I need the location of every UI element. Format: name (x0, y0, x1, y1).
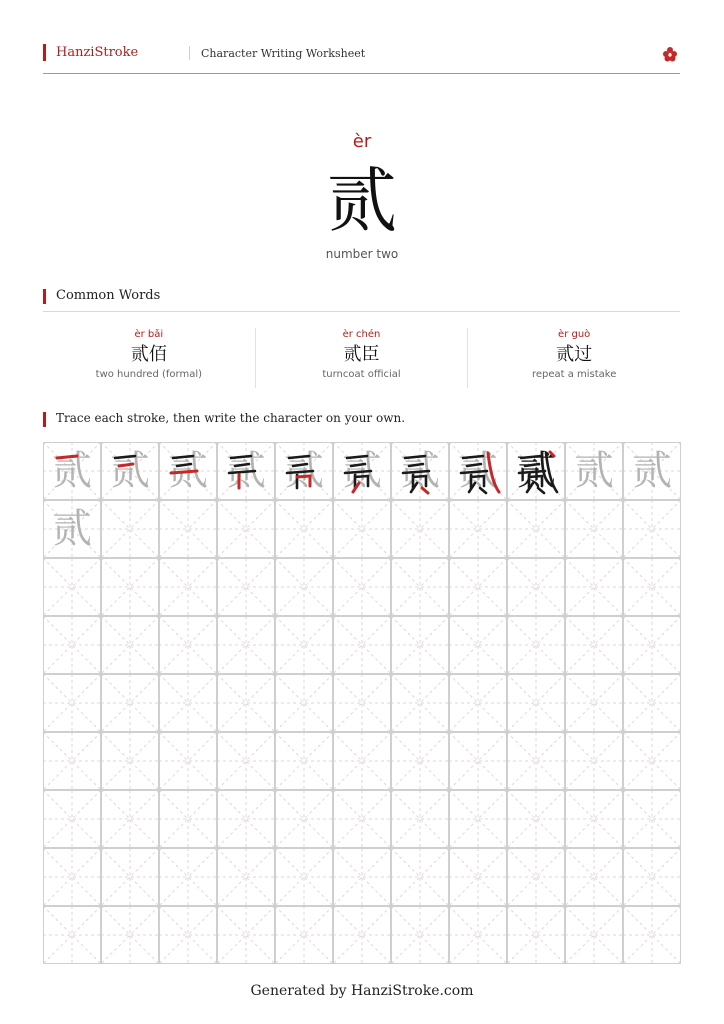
common-words-list (43, 328, 680, 388)
practice-cell[interactable] (333, 616, 391, 674)
mi-grid-guides (565, 790, 623, 848)
mi-grid-guides (333, 616, 391, 674)
mi-grid-guides (101, 674, 159, 732)
practice-cell[interactable] (159, 674, 217, 732)
mi-grid-guides (565, 848, 623, 906)
mi-grid-guides (159, 906, 217, 964)
practice-cell[interactable] (333, 674, 391, 732)
practice-cell[interactable] (565, 674, 623, 732)
character-meaning: number two (325, 247, 399, 261)
practice-cell[interactable] (449, 790, 507, 848)
mi-grid-guides (391, 848, 449, 906)
mi-grid-guides (565, 732, 623, 790)
practice-cell[interactable] (159, 906, 217, 964)
stroke-highlight (391, 442, 449, 500)
practice-cell[interactable] (507, 616, 565, 674)
practice-cell[interactable] (101, 848, 159, 906)
practice-cell[interactable] (159, 848, 217, 906)
practice-cell[interactable] (449, 732, 507, 790)
stroke-order-step: 贰 (52, 448, 92, 494)
word-pinyin: èr guò (558, 329, 591, 340)
trace-ghost-character: 贰 (52, 506, 92, 552)
practice-cell[interactable] (43, 848, 101, 906)
practice-cell[interactable] (565, 442, 623, 500)
mi-grid-guides (565, 674, 623, 732)
mi-grid-guides (623, 500, 681, 558)
mi-grid-guides (507, 848, 565, 906)
practice-cell[interactable] (275, 616, 333, 674)
practice-cell[interactable] (449, 674, 507, 732)
mi-grid-guides (101, 732, 159, 790)
practice-cell[interactable] (43, 674, 101, 732)
practice-cell[interactable] (623, 790, 681, 848)
practice-cell[interactable] (101, 500, 159, 558)
mi-grid-guides (101, 848, 159, 906)
stroke-order-step: 贰 (342, 448, 382, 494)
word-meaning: two hundred (formal) (95, 369, 203, 380)
mi-grid-guides (449, 906, 507, 964)
character-pinyin: èr (352, 131, 372, 152)
practice-cell[interactable] (333, 906, 391, 964)
practice-cell[interactable] (507, 442, 565, 500)
mi-grid-guides (217, 906, 275, 964)
practice-cell[interactable] (449, 616, 507, 674)
mi-grid-guides (449, 674, 507, 732)
stroke-order-step: 贰 (226, 448, 266, 494)
practice-cell[interactable] (333, 790, 391, 848)
practice-cell[interactable] (565, 558, 623, 616)
trace-ghost-character: 贰 (632, 448, 672, 494)
word-meaning: repeat a mistake (531, 369, 617, 380)
practice-cell[interactable] (275, 500, 333, 558)
mi-grid-guides (43, 732, 101, 790)
practice-cell[interactable] (101, 558, 159, 616)
practice-cell[interactable] (507, 558, 565, 616)
stroke-order-step: 贰 (516, 448, 556, 494)
mi-grid-guides (275, 674, 333, 732)
practice-cell[interactable] (333, 732, 391, 790)
practice-cell[interactable] (565, 500, 623, 558)
practice-cell[interactable] (159, 442, 217, 500)
common-words-title: Common Words (43, 288, 160, 303)
practice-cell[interactable] (217, 732, 275, 790)
practice-cell[interactable] (565, 790, 623, 848)
mi-grid-guides (101, 790, 159, 848)
practice-cell[interactable] (333, 848, 391, 906)
practice-cell[interactable] (391, 674, 449, 732)
practice-cell[interactable] (333, 442, 391, 500)
mi-grid-guides (101, 906, 159, 964)
mi-grid-guides (159, 674, 217, 732)
mi-grid-guides (101, 558, 159, 616)
mi-grid-guides (449, 500, 507, 558)
practice-cell[interactable] (507, 500, 565, 558)
mi-grid-guides (449, 616, 507, 674)
mi-grid-guides (507, 790, 565, 848)
practice-cell[interactable] (159, 732, 217, 790)
mi-grid-guides (43, 906, 101, 964)
practice-cell[interactable] (565, 732, 623, 790)
practice-cell[interactable] (623, 674, 681, 732)
mi-grid-guides (333, 558, 391, 616)
mi-grid-guides (449, 790, 507, 848)
practice-cell[interactable] (391, 616, 449, 674)
practice-cell[interactable] (43, 790, 101, 848)
practice-cell[interactable] (391, 732, 449, 790)
mi-grid-guides (333, 500, 391, 558)
mi-grid-guides (275, 558, 333, 616)
mi-grid-guides (623, 732, 681, 790)
practice-cell[interactable] (43, 442, 101, 500)
practice-cell[interactable] (391, 500, 449, 558)
mi-grid-guides (391, 558, 449, 616)
practice-cell[interactable] (449, 906, 507, 964)
practice-cell[interactable] (275, 558, 333, 616)
mi-grid-guides (623, 674, 681, 732)
practice-cell[interactable] (391, 790, 449, 848)
word-card (43, 328, 256, 388)
practice-cell[interactable] (159, 790, 217, 848)
word-card (256, 328, 469, 388)
practice-cell[interactable] (275, 732, 333, 790)
mi-grid-guides (391, 790, 449, 848)
practice-cell[interactable] (507, 790, 565, 848)
practice-cell[interactable] (565, 848, 623, 906)
mi-grid-guides (275, 848, 333, 906)
practice-cell[interactable] (391, 848, 449, 906)
practice-cell[interactable] (217, 558, 275, 616)
word-hanzi: 贰佰 (130, 344, 167, 365)
practice-cell[interactable] (623, 848, 681, 906)
practice-cell[interactable] (333, 558, 391, 616)
mi-grid-guides (333, 790, 391, 848)
practice-cell[interactable] (159, 616, 217, 674)
mi-grid-guides (623, 558, 681, 616)
practice-cell[interactable] (623, 442, 681, 500)
practice-cell[interactable] (275, 442, 333, 500)
mi-grid-guides (333, 906, 391, 964)
mi-grid-guides (391, 616, 449, 674)
stroke-highlight (159, 442, 217, 500)
stroke-order-step: 贰 (284, 448, 324, 494)
mi-grid-guides (565, 558, 623, 616)
practice-cell[interactable] (217, 906, 275, 964)
word-hanzi: 贰臣 (343, 344, 380, 365)
worksheet-subtitle: Character Writing Worksheet (201, 47, 366, 60)
practice-cell[interactable] (507, 906, 565, 964)
mi-grid-guides (159, 790, 217, 848)
mi-grid-guides (275, 500, 333, 558)
mi-grid-guides (217, 558, 275, 616)
practice-cell[interactable] (217, 442, 275, 500)
mi-grid-guides (217, 732, 275, 790)
practice-cell[interactable] (43, 500, 101, 558)
mi-grid-guides (449, 732, 507, 790)
mi-grid-guides (159, 848, 217, 906)
mi-grid-guides (391, 500, 449, 558)
mi-grid-guides (43, 848, 101, 906)
mi-grid-guides (623, 906, 681, 964)
practice-cell[interactable] (275, 790, 333, 848)
mi-grid-guides (43, 558, 101, 616)
practice-cell[interactable] (217, 674, 275, 732)
section-divider (43, 311, 680, 312)
mi-grid-guides (507, 616, 565, 674)
practice-grid (43, 442, 681, 964)
practice-cell[interactable] (565, 906, 623, 964)
mi-grid-guides (333, 732, 391, 790)
practice-cell[interactable] (623, 732, 681, 790)
practice-cell[interactable] (507, 848, 565, 906)
mi-grid-guides (43, 616, 101, 674)
practice-cell[interactable] (391, 558, 449, 616)
practice-cell[interactable] (101, 906, 159, 964)
header-divider (189, 46, 190, 60)
practice-instruction: Trace each stroke, then write the character on your own. (43, 411, 405, 425)
mi-grid-guides (565, 906, 623, 964)
practice-cell[interactable] (623, 500, 681, 558)
mi-grid-guides (275, 906, 333, 964)
mi-grid-guides (217, 790, 275, 848)
mi-grid-guides (101, 500, 159, 558)
plum-blossom-icon (662, 46, 678, 62)
practice-cell[interactable] (43, 906, 101, 964)
practice-cell[interactable] (43, 732, 101, 790)
mi-grid-guides (507, 906, 565, 964)
mi-grid-guides (159, 500, 217, 558)
stroke-highlight (333, 442, 391, 500)
mi-grid-guides (217, 616, 275, 674)
footer-credit: Generated by HanziStroke.com (250, 983, 474, 999)
mi-grid-guides (43, 790, 101, 848)
stroke-order-step: 贰 (458, 448, 498, 494)
practice-cell[interactable] (507, 674, 565, 732)
practice-cell[interactable] (275, 848, 333, 906)
practice-cell[interactable] (101, 790, 159, 848)
trace-ghost-character: 贰 (574, 448, 614, 494)
mi-grid-guides (101, 616, 159, 674)
stroke-highlight (217, 442, 275, 500)
mi-grid-guides (217, 500, 275, 558)
practice-cell[interactable] (217, 500, 275, 558)
mi-grid-guides (507, 500, 565, 558)
mi-grid-guides (217, 674, 275, 732)
mi-grid-guides (449, 558, 507, 616)
word-pinyin: èr chén (342, 329, 381, 340)
practice-cell[interactable] (391, 906, 449, 964)
stroke-highlight (101, 442, 159, 500)
mi-grid-guides (623, 790, 681, 848)
practice-cell[interactable] (275, 674, 333, 732)
worksheet-header (43, 44, 680, 74)
practice-cell[interactable] (507, 732, 565, 790)
stroke-order-step: 贰 (110, 448, 150, 494)
stroke-order-step: 贰 (168, 448, 208, 494)
practice-cell[interactable] (565, 616, 623, 674)
practice-cell[interactable] (449, 848, 507, 906)
practice-cell[interactable] (101, 442, 159, 500)
character-hanzi: 贰 (327, 160, 397, 242)
practice-cell[interactable] (449, 500, 507, 558)
mi-grid-guides (275, 790, 333, 848)
mi-grid-guides (507, 674, 565, 732)
stroke-highlight (449, 442, 507, 500)
mi-grid-guides (159, 558, 217, 616)
practice-cell[interactable] (275, 906, 333, 964)
practice-cell[interactable] (43, 616, 101, 674)
practice-cell[interactable] (391, 442, 449, 500)
mi-grid-guides (623, 616, 681, 674)
mi-grid-guides (217, 848, 275, 906)
mi-grid-guides (449, 848, 507, 906)
practice-cell[interactable] (101, 616, 159, 674)
mi-grid-guides (565, 500, 623, 558)
practice-cell[interactable] (449, 442, 507, 500)
practice-cell[interactable] (43, 558, 101, 616)
practice-cell[interactable] (623, 558, 681, 616)
practice-cell[interactable] (449, 558, 507, 616)
word-hanzi: 贰过 (556, 344, 593, 365)
header-accent-bar (43, 44, 46, 61)
practice-cell[interactable] (217, 790, 275, 848)
practice-cell[interactable] (159, 558, 217, 616)
mi-grid-guides (333, 848, 391, 906)
mi-grid-guides (391, 732, 449, 790)
mi-grid-guides (333, 674, 391, 732)
mi-grid-guides (391, 674, 449, 732)
word-card (468, 328, 680, 388)
practice-cell[interactable] (101, 674, 159, 732)
mi-grid-guides (391, 906, 449, 964)
mi-grid-guides (275, 616, 333, 674)
practice-cell[interactable] (217, 848, 275, 906)
word-meaning: turncoat official (322, 369, 401, 380)
stroke-highlight (507, 442, 565, 500)
mi-grid-guides (159, 732, 217, 790)
stroke-highlight (275, 442, 333, 500)
mi-grid-guides (43, 674, 101, 732)
word-pinyin: èr bǎi (134, 329, 164, 340)
mi-grid-guides (623, 848, 681, 906)
mi-grid-guides (565, 616, 623, 674)
practice-cell[interactable] (217, 616, 275, 674)
mi-grid-guides (159, 616, 217, 674)
practice-cell[interactable] (623, 906, 681, 964)
mi-grid-guides (507, 558, 565, 616)
stroke-highlight (43, 442, 101, 500)
practice-cell[interactable] (623, 616, 681, 674)
practice-cell[interactable] (101, 732, 159, 790)
mi-grid-guides (275, 732, 333, 790)
practice-cell[interactable] (333, 500, 391, 558)
practice-cell[interactable] (159, 500, 217, 558)
mi-grid-guides (507, 732, 565, 790)
stroke-order-step: 贰 (400, 448, 440, 494)
brand-name[interactable]: HanziStroke (56, 45, 139, 60)
